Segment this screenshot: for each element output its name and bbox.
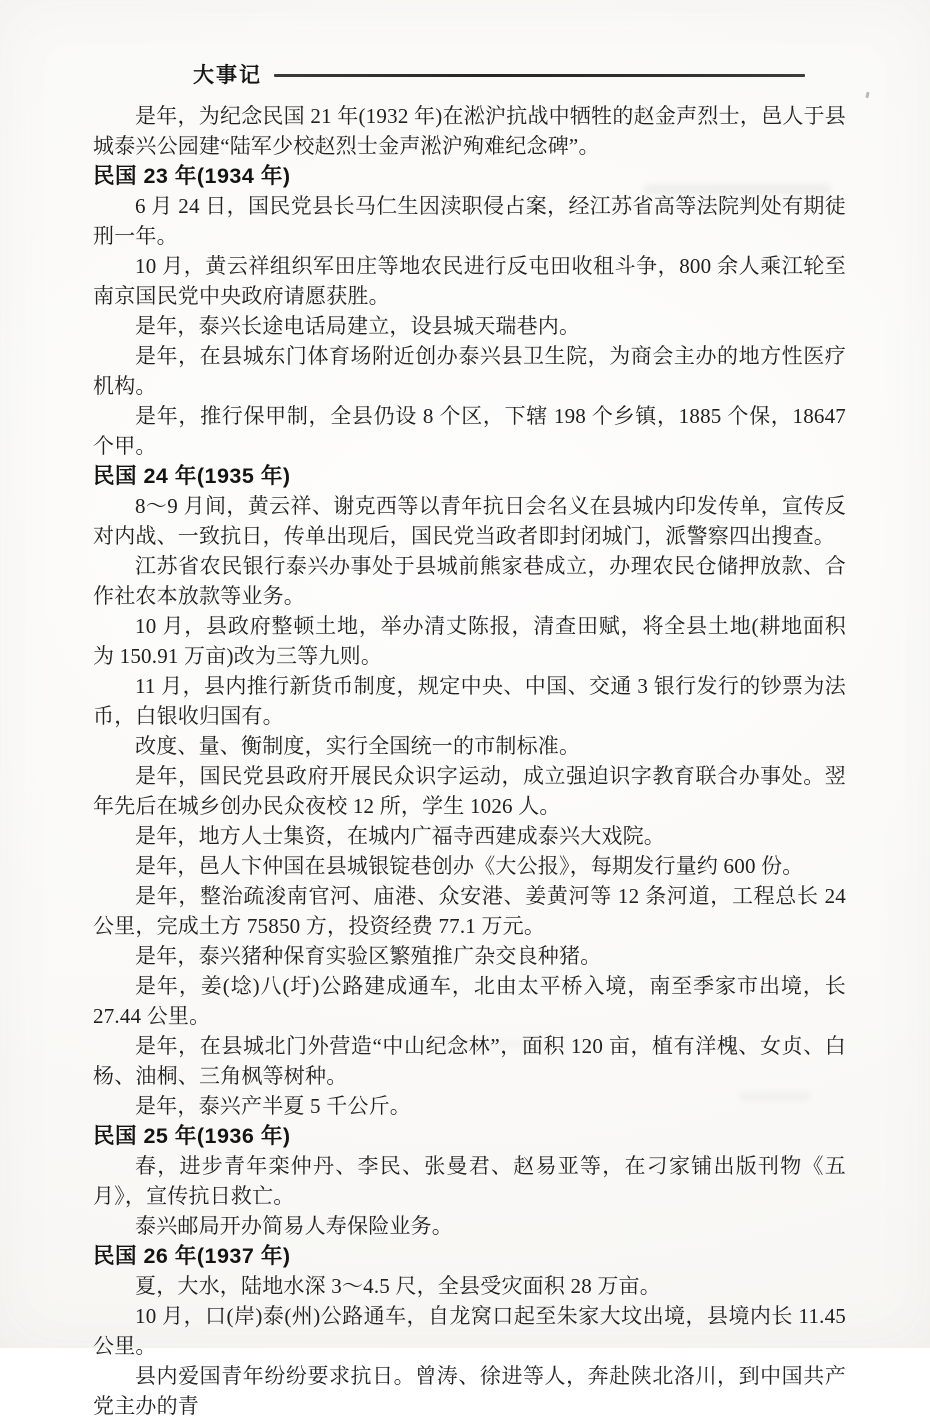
scan-speck [865, 92, 869, 98]
entry-1937-2: 10 月，口(岸)泰(州)公路通车，自龙窝口起至朱家大坟出境，县境内长 11.45 公里。 [93, 1304, 846, 1358]
entry-1935-11: 是年，姜(埝)八(圩)公路建成通车，北由太平桥入境，南至季家市出境，长 27.44 公里。 [93, 974, 846, 1028]
entry-1937-3: 县内爱国青年纷纷要求抗日。曾涛、徐进等人，奔赴陕北洛川，到中国共产党主办的青 [93, 1364, 846, 1418]
entry-1934-2: 10 月，黄云祥组织军田庄等地农民进行反屯田收租斗争，800 余人乘江轮至南京国民党中央政府请愿获胜。 [93, 254, 846, 308]
entry-1935-6: 是年，国民党县政府开展民众识字运动，成立强迫识字教育联合办事处。翌年先后在城乡创办民众夜校 12 所，学生 1026 人。 [93, 764, 846, 818]
intro-paragraph: 是年，为纪念民国 21 年(1932 年)在淞沪抗战中牺牲的赵金声烈士，邑人于县城泰兴公园建“陆军少校赵烈士金声淞沪殉难纪念碑”。 [93, 104, 846, 158]
entry-1936-1: 春，进步青年栾仲丹、李民、张曼君、赵易亚等，在刁家铺出版刊物《五月》，宣传抗日救亡。 [93, 1154, 846, 1208]
entry-1935-13: 是年，泰兴产半夏 5 千公斤。 [135, 1094, 411, 1118]
header-rule-line [274, 74, 805, 77]
entry-1935-3: 10 月，县政府整顿土地，举办清丈陈报，清查田赋，将全县土地(耕地面积为 150.91 万亩)改为三等九则。 [93, 614, 846, 668]
entry-1936-2: 泰兴邮局开办简易人寿保险业务。 [135, 1214, 453, 1238]
year-heading-1935: 民国 24 年(1935 年) [93, 464, 291, 488]
entry-1937-1: 夏，大水，陆地水深 3～4.5 尺，全县受灾面积 28 万亩。 [135, 1274, 661, 1298]
year-heading-1937: 民国 26 年(1937 年) [93, 1244, 291, 1268]
entry-1934-4: 是年，在县城东门体育场附近创办泰兴县卫生院，为商会主办的地方性医疗机构。 [93, 344, 846, 398]
running-head [93, 60, 845, 88]
entry-1935-4: 11 月，县内推行新货币制度，规定中央、中国、交通 3 银行发行的钞票为法币，白银收归国有。 [93, 674, 846, 728]
entry-1934-3: 是年，泰兴长途电话局建立，设县城天瑞巷内。 [135, 314, 581, 338]
entry-1935-12: 是年，在县城北门外营造“中山纪念林”，面积 120 亩，植有洋槐、女贞、白杨、油桐、三角枫等树种。 [93, 1034, 846, 1088]
entry-1935-2: 江苏省农民银行泰兴办事处于县城前熊家巷成立，办理农民仓储押放款、合作社农本放款等业务。 [93, 554, 846, 608]
entry-1935-10: 是年，泰兴猪种保育实验区繁殖推广杂交良种猪。 [135, 944, 602, 968]
entry-1934-1: 6 月 24 日，国民党县长马仁生因渎职侵占案，经江苏省高等法院判处有期徒刑一年。 [93, 194, 846, 248]
page-header-title: 大事记 [193, 64, 262, 87]
entry-1935-1: 8～9 月间，黄云祥、谢克西等以青年抗日会名义在县城内印发传单，宣传反对内战、一致抗日，传单出现后，国民党当政者即封闭城门，派警察四出搜查。 [93, 494, 846, 548]
entry-1935-8: 是年，邑人卞仲国在县城银锭巷创办《大公报》，每期发行量约 600 份。 [135, 854, 804, 878]
entry-1934-5: 是年，推行保甲制，全县仍设 8 个区，下辖 198 个乡镇，1885 个保，18647 个甲。 [93, 404, 846, 458]
year-heading-1936: 民国 25 年(1936 年) [93, 1124, 291, 1148]
entry-1935-9: 是年，整治疏浚南官河、庙港、众安港、姜黄河等 12 条河道，工程总长 24 公里，完成土方 75850 方，投资经费 77.1 万元。 [93, 884, 846, 938]
entry-1935-7: 是年，地方人士集资，在城内广福寺西建成泰兴大戏院。 [135, 824, 665, 848]
document-body [93, 101, 846, 1421]
year-heading-1934: 民国 23 年(1934 年) [93, 164, 291, 188]
entry-1935-5: 改度、量、衡制度，实行全国统一的市制标准。 [135, 734, 581, 758]
